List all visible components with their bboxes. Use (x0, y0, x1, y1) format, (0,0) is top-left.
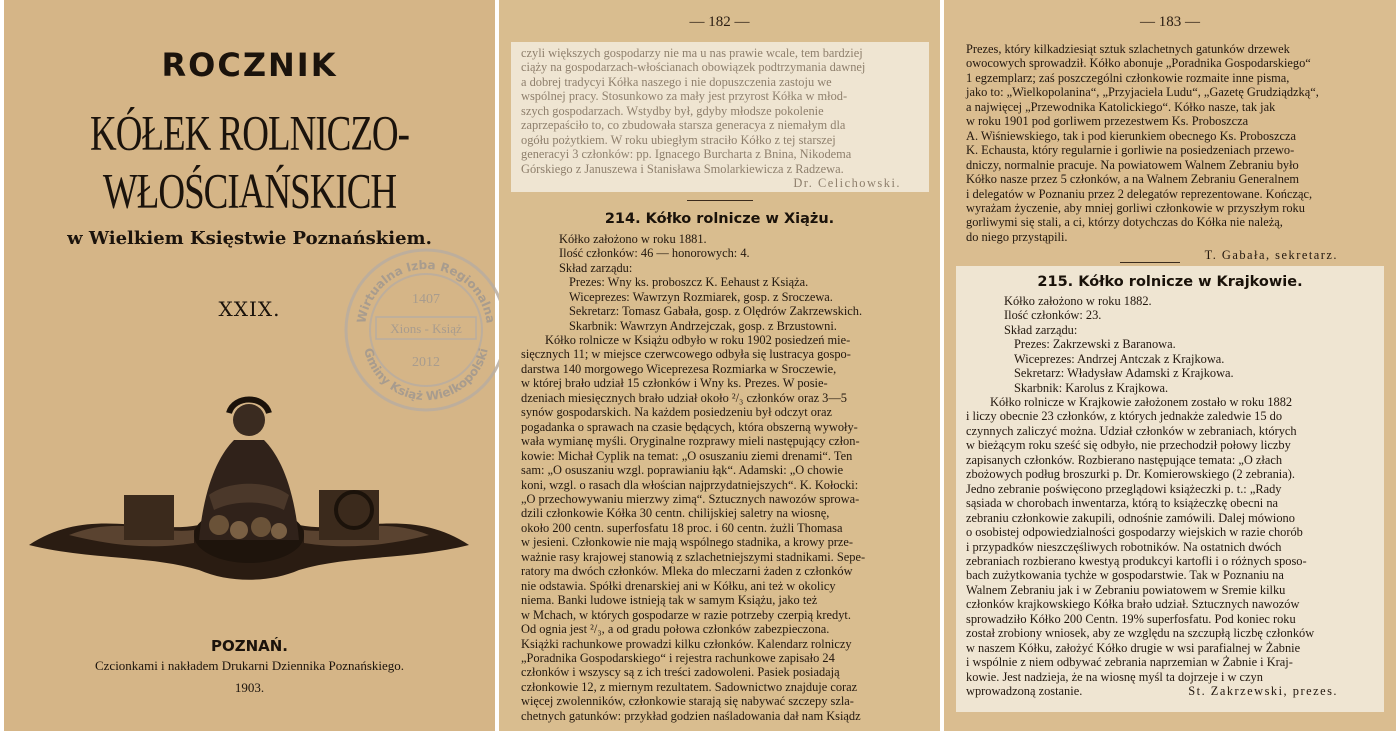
section-divider (687, 200, 753, 201)
section-heading-215: 215. Kółko rolnicze w Krajkowie. (1037, 274, 1303, 290)
cover-city: POZNAŃ. (210, 637, 289, 655)
stamp-name: Xions - Książ (390, 321, 462, 336)
cover-subtitle: KÓŁEK ROLNICZO-WŁOŚCIAŃSKICH (90, 106, 409, 220)
stamp-number: 1407 (412, 292, 440, 307)
page-182 (499, 0, 940, 731)
section-215-meta: Kółko założono w roku 1882. Ilość członków: 23. Skład zarządu: Prezes: Zakrzewski z Baranowa. Wiceprezes: Andrzej Antczak z Krajkowa. Sekretarz: Władysław Adamski z Krajkowa. Skarbnik: Karolus z Krajkowa. (1004, 294, 1234, 395)
continuation-signature: T. Gabała, sekretarz. (1204, 248, 1338, 263)
page183-continuation: Prezes, który kilkadziesiąt sztuk szlachetnych gatunków drzewek owocowych sprowadził. Kółko abonuje „Poradnika Gospodarskiego“ 1 egzemplarz; zaś poszczególni członkowie rozmaite inne pisma, jako to: „Wielkopolanina“, „Przyjaciela Ludu“, „Gazetę Grudziądzką“, a najwięcej „Przewodnika Katolickiego“. Kółko nasze, tak jak w roku 1901 pod gorliwem przezestwem Ks. Proboszcza A. Wiśniewskiego, tak i pod kierunkiem obecnego Ks. Proboszcza K. Echausta, który regularnie i gorliwie na posiedzeniach przewo- dniczy, normalnie pracuje. Na powiatowem Walnem Zebraniu było Kółko nasze przez 5 członków, a na Walnem Zebraniu Generalnem i delegatów w Poznaniu przez 2 delegatów reprezentowane. Kończąc, wyrażam życzenie, aby mniej gorliwi członkowie w przyszłym roku gorliwymi się stali, a ci, którzy dotychczas do Kółka nie należą, do niego przystąpili. T. Gabała, sekretarz. (966, 42, 1378, 263)
cover-year: 1903. (234, 680, 265, 695)
section-214-meta: Kółko założono w roku 1881. Ilość członków: 46 — honorowych: 4. Skład zarządu: Prezes: Wny ks. proboszcz K. Eehaust z Książa. Wiceprezes: Wawrzyn Rozmiarek, gosp. z Sroczewa. Sekretarz: Tomasz Gabała, gosp. z Olędrów Zakrzewskich. Skarbnik: Wawrzyn Andrzejczak, gosp. z Brzustowni. (559, 232, 863, 333)
intro-signature: Dr. Celichowski. (793, 176, 901, 191)
section-215-body: Kółko rolnicze w Krajkowie założonem zostało w roku 1882 i liczy obecnie 23 członków, z których jednakże zaledwie 15 do czynnych zaliczyć można. Udział członków w zebraniach, których w bieżącym roku sześć się odbyło, nie przechodził połowy liczby zapisanych członków. Rozbierano następujące temata: „O złach zbożowych podług broszurki p. Dr. Komierowskiego (2 zebrania). Jedno zebranie poświęcono przeglądowi książeczki p. t.: „Rady sąsiada w chorobach inwentarza, którą to książeczkę obecni na zebraniu członkowie zakupili, odnośnie zamówili. Dalej mówiono o osobistej odpowiedzialności gospodarzy wiejskich w razie chorób i przypadków nieszczęśliwych robotników. Na ostatnich dwóch zebraniach rozbierano kwestyą produkcyi kartofli i o różnych sposo- bach zużytkowania tychże w gospodarstwie. Tak w Poznaniu na Walnem Zebraniu jak i w Zebraniu powiatowem w Sremie kilku członków krajkowskiego Kółka brało udział. Sztucznych nawozów sprowadziło Kółko 200 Centn. 19% superfosfatu. Pod koniec roku został zrobiony wniosek, aby ze względu na szczupłą liczbę członków w naszem Kółku, założyć Kółko drugie w wsi parafialnej w Żabnie i wspólnie z niem odbywać zebrania naprzemian w Żabnie i Kraj- kowie. Jest nadzieja, że na wiosnę myśl ta dojrzeje i w czyn wprowadzoną zostanie. St. Zakrzewski, prezes. (966, 395, 1378, 699)
page182-intro: czyli większych gospodarzy nie ma u nas prawie wcale, tem bardziej ciąży na gospodarzach-włościanach obowiązek podtrzymania dawnej a dobrej tradycyi Kółka naszego i nie dopuszczenia zastoju we wspólnej pracy. Stosunkowo za mały jest przyrost Kółka w młod- szych gospodarzach. Wstydby był, gdyby młodsze pokolenie zaprzepaściło to, co zbudowała starsza generacya z niemałym dla ogółu pożytkiem. W roku ubiegłym straciło Kółko z tej starszej generacyi 3 członków: pp. Ignacego Burcharta z Bnina, Nikodema Górskiego z Januszewa i Stanisława Smolarkiewicza z Radzewa. Dr. Celichowski. (521, 46, 923, 191)
section-heading-214: 214. Kółko rolnicze w Xiążu. (604, 211, 835, 227)
stamp-arc-bottom: Gminy Książ Wielkopolski (361, 346, 491, 404)
cover-vignette-illustration (29, 385, 469, 585)
section-214-body: Kółko rolnicze w Książu odbyło w roku 1902 posiedzeń mie- sięcznych 11; w miejsce czerwcowego odbyła się lustracya gospo- darstwa 140 morgowego Wiceprezesa Rozmiarka w Sroczewie, w której brało udział 15 członków i Wny ks. Prezes. W posie- dzeniach miesięcznych brało udział około ²/₃ członków oraz 3—5 synów gospodarskich. Na każdem posiedzeniu był odczyt oraz pogadanka o sprawach na czasie będących, która obszerną wywoły- wała wymianę myśli. Oryginalne rozprawy mieli następujący człon- kowie: Michał Cyplik na temat: „O osuszaniu ziemi drenami“. Ten sam: „O osuszaniu wzgl. poprawianiu łąk“. Adamski: „O chowie koni, wzgl. o rasach dla włościan najprzydatniejszych“. K. Kołocki: „O przechowywaniu mierzwy zimą“. Sztucznych nawozów sprowa- dzili członkowie Kółka 30 centn. chilijskiej saletry na wiosnę, około 200 centn. superfosfatu 18 proc. i 60 centn. żużli Thomasa w jesieni. Członkowie nie mają wspólnego stadnika, a krowy prze- ważnie rasy krajowej stanowią z szlachetniejszymi stadnikami. Sepe- ratory ma dwóch członków. Mleka do mleczarni żaden z członków nie odstawia. Spółki drenarskiej ani w Kółku, ani też w okolicy niema. Banki ludowe istnieją tak w samym Książu, jako też w Mchach, w których gospodarze w razie potrzeby czerpią kredyt. Od ognia jest ²/₃, a od gradu połowa członków zabezpieczona. Książki rachunkowe prowadzi kilku członków. Kalendarz rolniczy „Poradnika Gospodarskiego“ i rejestra rachunkowe zapisało 24 członków i wszyscy są z ich treści zadowoleni. Pasiek posiadają członkowie 12, z miernym rezultatem. Sadownictwo znajduje coraz więcej zwolenników, członkowie starają się nabywać szczepy szla- chetnych gatunków: przykład godzien naśladowania dał nam Ksiądz (521, 333, 866, 723)
stamp-year: 2012 (412, 355, 440, 370)
page-number: — 182 — (689, 14, 750, 30)
page-183 (944, 0, 1396, 731)
stamp-arc-top: Wirtualna Izba Regionalna (354, 257, 498, 325)
cover-volume: XXIX. (218, 297, 281, 321)
cover-printer: Czcionkami i nakładem Drukarni Dziennika Poznańskiego. (94, 658, 405, 673)
cover-title: ROCZNIK (161, 46, 338, 84)
section-215-signature: St. Zakrzewski, prezes. (1188, 684, 1338, 699)
section-divider (1120, 262, 1180, 263)
page-number: — 183 — (1140, 14, 1200, 30)
cover-region: w Wielkiem Księstwie Poznańskiem. (67, 228, 432, 249)
library-stamp (341, 245, 511, 415)
